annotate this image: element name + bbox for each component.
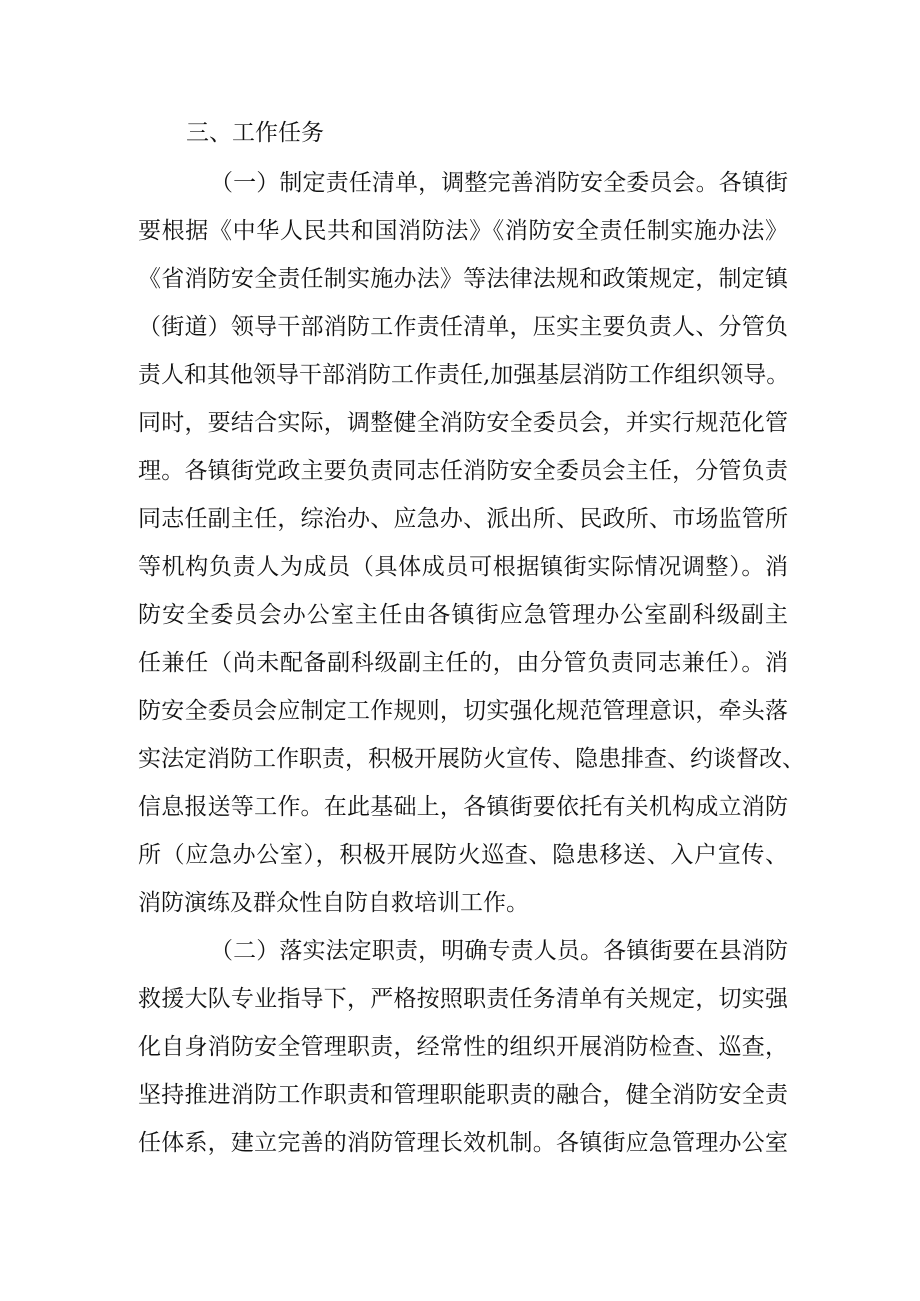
paragraph-line: （一）制定责任清单，调整完善消防安全委员会。各镇街	[210, 170, 788, 196]
paragraph-line: 同时，要结合实际，调整健全消防安全委员会，并实行规范化管	[138, 410, 788, 436]
section-heading: 三、工作任务	[186, 120, 324, 146]
paragraph-line: 坚持推进消防工作职责和管理职能职责的融合，健全消防安全责	[138, 1082, 788, 1108]
paragraph-line: 《省消防安全责任制实施办法》等法律法规和政策规定，制定镇	[138, 266, 788, 292]
paragraph-line: 要根据《中华人民共和国消防法》《消防安全责任制实施办法》	[138, 218, 788, 244]
paragraph-line: 任体系，建立完善的消防管理长效机制。各镇街应急管理办公室	[138, 1130, 788, 1156]
paragraph-line: （街道）领导干部消防工作责任清单，压实主要负责人、分管负	[138, 314, 788, 340]
paragraph-line: 任兼任（尚未配备副科级副主任的，由分管负责同志兼任）。消	[138, 650, 788, 676]
paragraph-line: 信息报送等工作。在此基础上，各镇街要依托有关机构成立消防	[138, 794, 788, 820]
paragraph-line: 实法定消防工作职责，积极开展防火宣传、隐患排查、约谈督改、	[138, 746, 805, 772]
paragraph-line: 防安全委员会办公室主任由各镇街应急管理办公室副科级副主	[138, 602, 788, 628]
paragraph-line: 化自身消防安全管理职责，经常性的组织开展消防检查、巡查，	[138, 1034, 788, 1060]
paragraph-line: 救援大队专业指导下，严格按照职责任务清单有关规定，切实强	[138, 986, 788, 1012]
paragraph-line-last: 消防演练及群众性自防自救培训工作。	[138, 890, 529, 916]
paragraph-line: 理。各镇街党政主要负责同志任消防安全委员会主任，分管负责	[138, 458, 788, 484]
paragraph-line: 同志任副主任，综治办、应急办、派出所、民政所、市场监管所	[138, 506, 788, 532]
paragraph-line: （二）落实法定职责，明确专责人员。各镇街要在县消防	[210, 938, 788, 964]
paragraph-line: 所（应急办公室），积极开展防火巡查、隐患移送、入户宣传、	[138, 842, 788, 868]
paragraph-line: 责人和其他领导干部消防工作责任,加强基层消防工作组织领导。	[138, 362, 790, 388]
paragraph-line: 防安全委员会应制定工作规则，切实强化规范管理意识，牵头落	[138, 698, 788, 724]
paragraph-line: 等机构负责人为成员（具体成员可根据镇街实际情况调整）。消	[138, 554, 788, 580]
